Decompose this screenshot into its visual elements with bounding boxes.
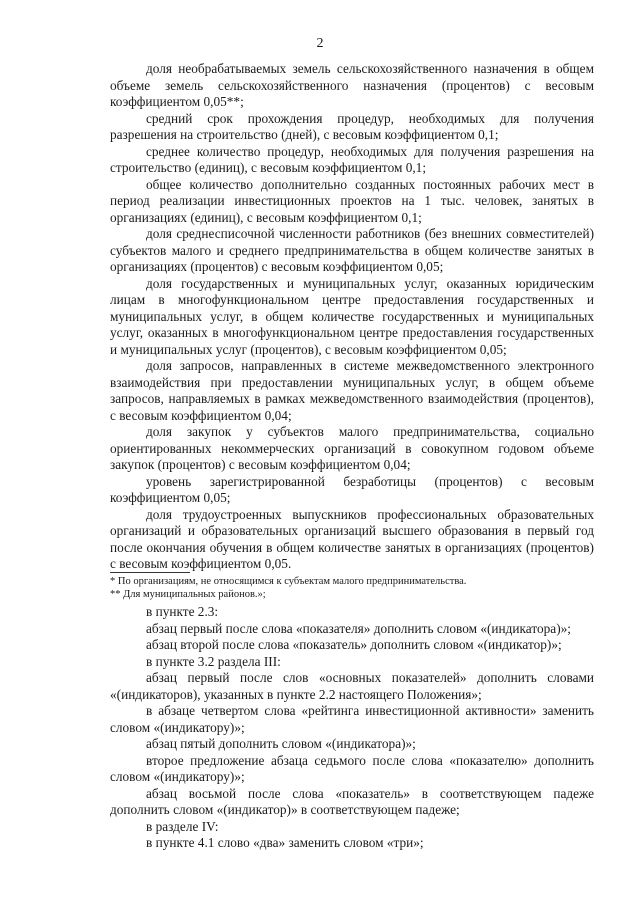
amendments-block <box>110 604 594 852</box>
paragraph: общее количество дополнительно созданных постоянных рабочих мест в период реализации инвестиционных проектов на 1 тыс. человек, занятых в организациях (единиц), с весовым коэффициентом 0,1; <box>110 176 594 225</box>
paragraph: доля закупок у субъектов малого предпринимательства, социально ориентированных некоммерческих организаций в совокупном годовом объеме закупок (процентов) с весовым коэффициентом 0,04; <box>110 424 594 472</box>
paragraph: уровень зарегистрированной безработицы (процентов) с весовым коэффициентом 0,05; <box>110 473 594 505</box>
paragraph: доля среднесписочной численности работников (без внешних совместителей) субъектов малого и среднего предпринимательства в общем количестве занятых в организациях (процентов) с весовым коэффициентом 0,05; <box>110 226 594 274</box>
amendment-line: в пункте 3.2 раздела III: <box>146 653 281 669</box>
footnotes-block <box>110 575 594 601</box>
amendment-line: абзац первый после слова «показателя» дополнить словом «(индикатора)»; <box>146 620 571 636</box>
amendment-line: в абзаце четвертом слова «рейтинга инвестиционной активности» заменить словом «(индикатору)»; <box>110 703 594 735</box>
footnote-divider <box>110 572 190 573</box>
paragraph: доля необрабатываемых земель сельскохозяйственного назначения в общем объеме земель сельскохозяйственного назначения (процентов) с весовым коэффициентом 0,05**; <box>110 61 594 109</box>
amendment-line: в пункте 4.1 слово «два» заменить словом «три»; <box>146 835 424 850</box>
amendment-line: абзац восьмой после слова «показатель» в соответствующем падеже дополнить словом «(индикатор)» в соответствующем падеже; <box>110 785 594 817</box>
paragraph: доля государственных и муниципальных услуг, оказанных юридическим лицам в многофункциональном центре предоставления государственных и муниципальных услуг, в общем количестве государственных и муниципальных услуг, оказанных в многофункциональном центре предоставления государственных и муниципальных услуг (процентов), с весовым коэффициентом 0,05; <box>110 275 594 357</box>
amendment-line: в пункте 2.3: <box>146 604 219 619</box>
paragraph: среднее количество процедур, необходимых для получения разрешения на строительство (единиц), с весовым коэффициентом 0,1; <box>110 143 594 175</box>
main-text-block <box>110 61 594 573</box>
amendment-line: в разделе IV: <box>146 818 219 834</box>
page-number: 2 <box>316 36 324 51</box>
footnote: * По организациям, не относящимся к субъектам малого предпринимательства. <box>110 576 467 587</box>
footnote: ** Для муниципальных районов.»; <box>110 589 266 600</box>
amendment-line: второе предложение абзаца седьмого после слова «показателю» дополнить словом «(индикатору)»; <box>110 752 594 784</box>
paragraph: средний срок прохождения процедур, необходимых для получения разрешения на строительство (дней), с весовым коэффициентом 0,1; <box>110 110 594 142</box>
amendment-line: абзац первый после слов «основных показателей» дополнить словами «(индикаторов), указанных в пункте 2.2 настоящего Положения»; <box>110 670 594 702</box>
amendment-line: абзац второй после слова «показатель» дополнить словом «(индикатор)»; <box>146 637 562 652</box>
amendment-line: абзац пятый дополнить словом «(индикатора)»; <box>146 736 416 751</box>
paragraph: доля запросов, направленных в системе межведомственного электронного взаимодействия при предоставлении муниципальных услуг, в общем объеме запросов, направляемых в рамках межведомственного взаимодействия (процентов), с весовым коэффициентом 0,04; <box>110 358 594 423</box>
paragraph: доля трудоустроенных выпускников профессиональных образовательных организаций и образовательных организаций высшего образования в первый год после окончания обучения в общем количестве занятых в организациях (процентов) с весовым коэффициентом 0,05. <box>110 506 594 571</box>
